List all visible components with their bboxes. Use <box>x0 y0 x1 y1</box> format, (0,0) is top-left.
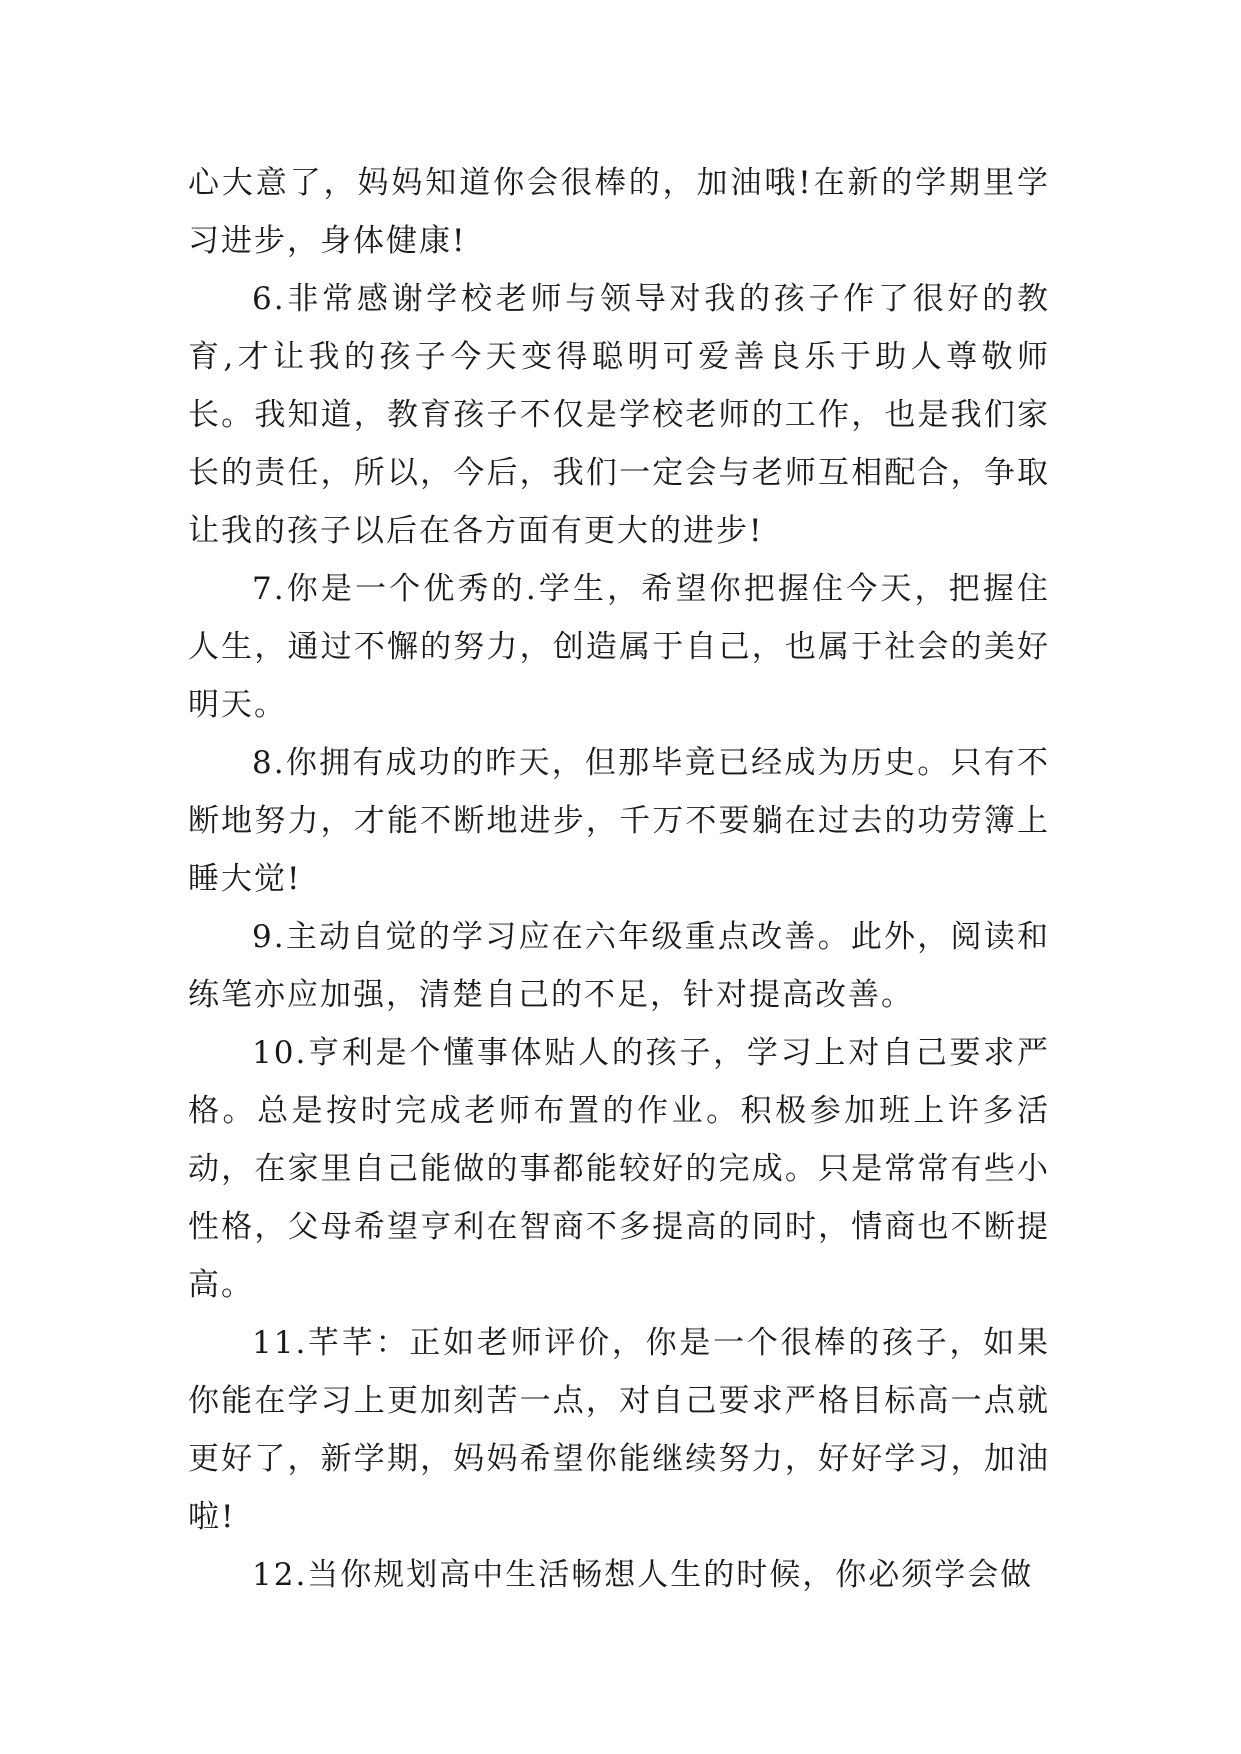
paragraph-continuation: 心大意了，妈妈知道你会很棒的，加油哦!在新的学期里学习进步，身体健康! <box>188 165 1050 259</box>
paragraph-item-10: 10.亨利是个懂事体贴人的孩子，学习上对自己要求严格。总是按时完成老师布置的作业。积极参加班上许多活动，在家里自己能做的事都能较好的完成。只是常常有些小性格，父母希望亨利在智商不多提高的同时，情商也不断提高。 <box>188 1035 1050 1303</box>
paragraph-item-8: 8.你拥有成功的昨天，但那毕竟已经成为历史。只有不断地努力，才能不断地进步，千万不要躺在过去的功劳簿上睡大觉! <box>188 745 1050 897</box>
paragraph-item-12: 12.当你规划高中生活畅想人生的时候，你必须学会做 <box>252 1557 1034 1593</box>
paragraph-item-7: 7.你是一个优秀的.学生，希望你把握住今天，把握住人生，通过不懈的努力，创造属于自己，也属于社会的美好明天。 <box>188 571 1050 723</box>
paragraph-item-6: 6.非常感谢学校老师与领导对我的孩子作了很好的教育,才让我的孩子今天变得聪明可爱善良乐于助人尊敬师长。我知道，教育孩子不仅是学校老师的工作，也是我们家长的责任，所以，今后，我们一定会与老师互相配合，争取让我的孩子以后在各方面有更大的进步! <box>188 281 1050 549</box>
document-body <box>188 154 1050 1604</box>
paragraph-item-11: 11.芊芊：正如老师评价，你是一个很棒的孩子，如果你能在学习上更加刻苦一点，对自己要求严格目标高一点就更好了，新学期，妈妈希望你能继续努力，好好学习，加油啦! <box>188 1325 1050 1535</box>
paragraph-item-9: 9.主动自觉的学习应在六年级重点改善。此外，阅读和练笔亦应加强，清楚自己的不足，针对提高改善。 <box>188 919 1050 1013</box>
